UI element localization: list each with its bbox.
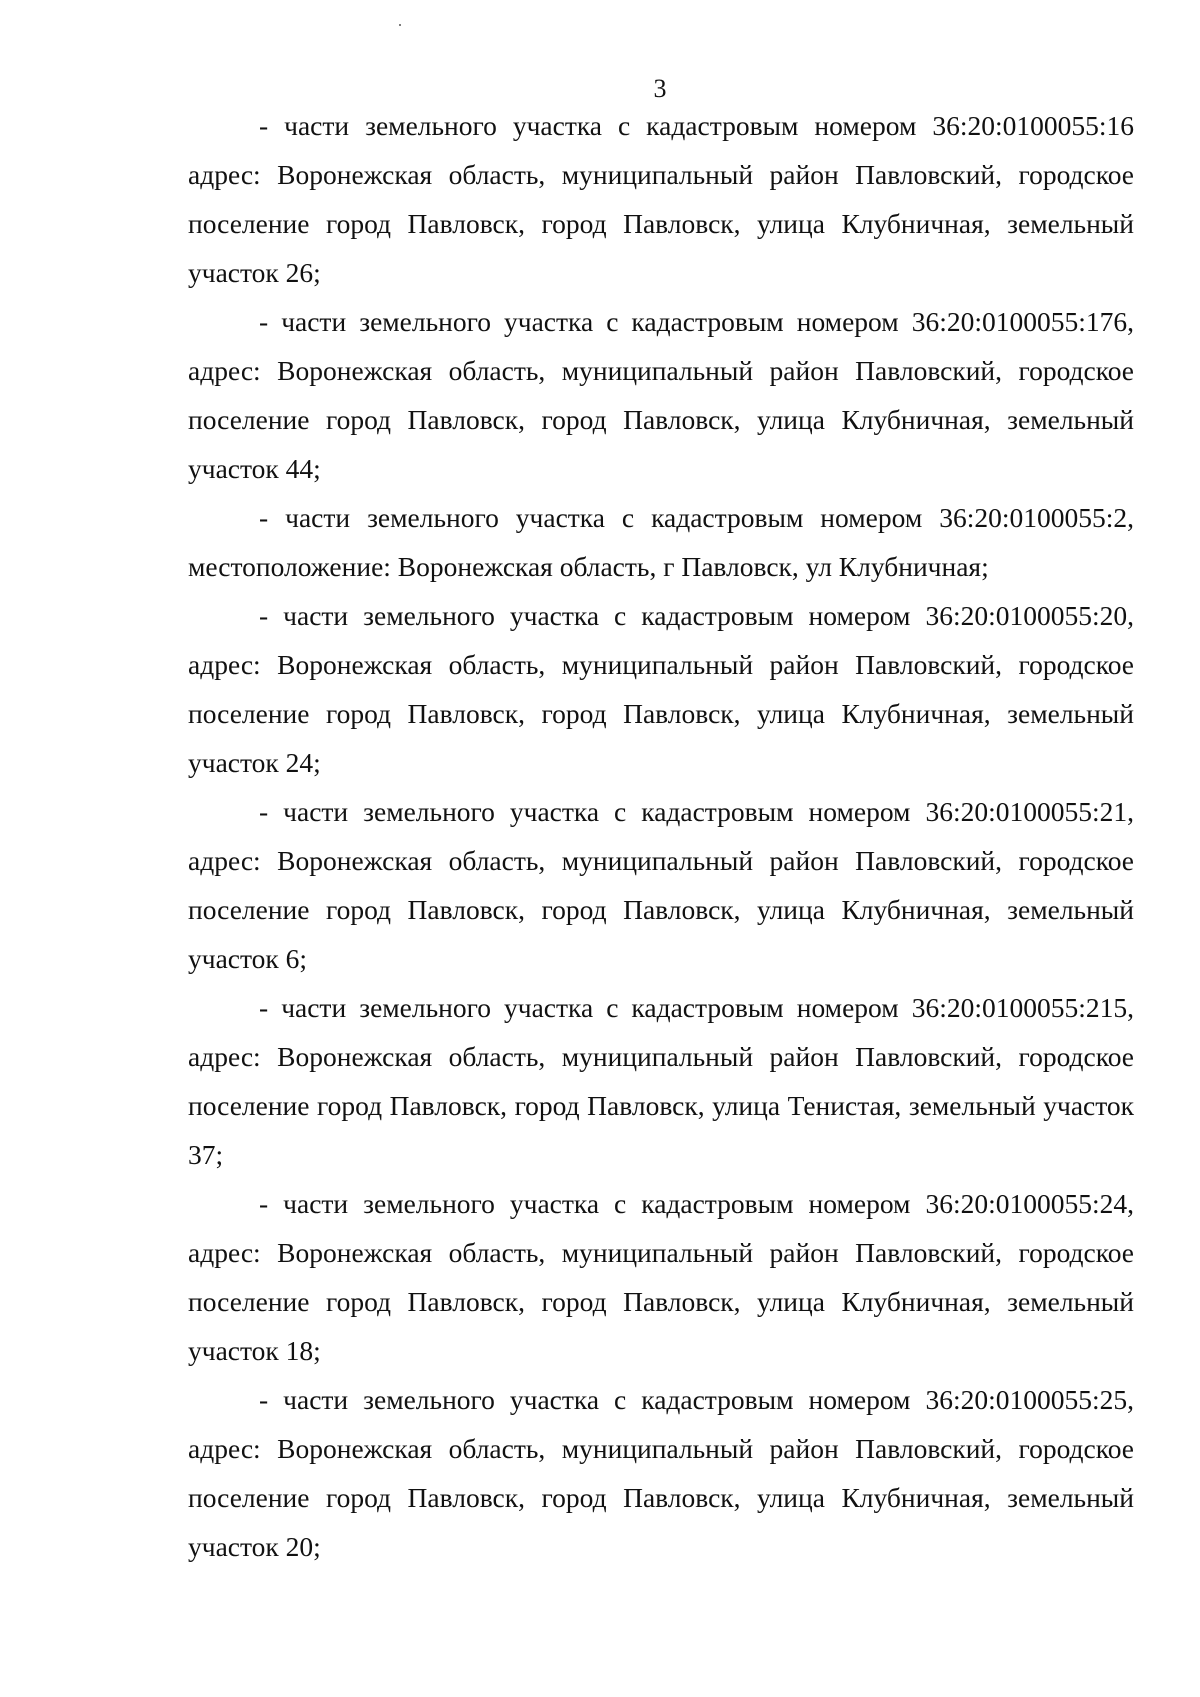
page-number: 3	[653, 74, 667, 103]
paragraph-parcel-176: - части земельного участка с кадастровым номером 36:20:0100055:176, адрес: Воронежская область, муниципальный район Павловский, городское поселение город Павловск, город Павловск, улица Клубничная, земельный участок 44;	[188, 306, 1134, 484]
document-body	[188, 101, 1134, 1571]
scan-speck	[399, 24, 401, 26]
paragraph-parcel-21: - части земельного участка с кадастровым номером 36:20:0100055:21, адрес: Воронежская область, муниципальный район Павловский, городское поселение город Павловск, город Павловск, улица Клубничная, земельный участок 6;	[188, 796, 1134, 974]
paragraph-parcel-2: - части земельного участка с кадастровым номером 36:20:0100055:2, местоположение: Воронежская область, г Павловск, ул Клубничная;	[188, 502, 1134, 582]
paragraph-parcel-16: - части земельного участка с кадастровым номером 36:20:0100055:16 адрес: Воронежская область, муниципальный район Павловский, городское поселение город Павловск, город Павловск, улица Клубничная, земельный участок 26;	[188, 110, 1134, 288]
paragraph-parcel-24: - части земельного участка с кадастровым номером 36:20:0100055:24, адрес: Воронежская область, муниципальный район Павловский, городское поселение город Павловск, город Павловск, улица Клубничная, земельный участок 18;	[188, 1188, 1134, 1366]
paragraph-parcel-20: - части земельного участка с кадастровым номером 36:20:0100055:20, адрес: Воронежская область, муниципальный район Павловский, городское поселение город Павловск, город Павловск, улица Клубничная, земельный участок 24;	[188, 600, 1134, 778]
paragraph-parcel-215: - части земельного участка с кадастровым номером 36:20:0100055:215, адрес: Воронежская область, муниципальный район Павловский, городское поселение город Павловск, город Павловск, улица Тенистая, земельный участок 37;	[188, 992, 1134, 1170]
paragraph-parcel-25: - части земельного участка с кадастровым номером 36:20:0100055:25, адрес: Воронежская область, муниципальный район Павловский, городское поселение город Павловск, город Павловск, улица Клубничная, земельный участок 20;	[188, 1384, 1134, 1562]
